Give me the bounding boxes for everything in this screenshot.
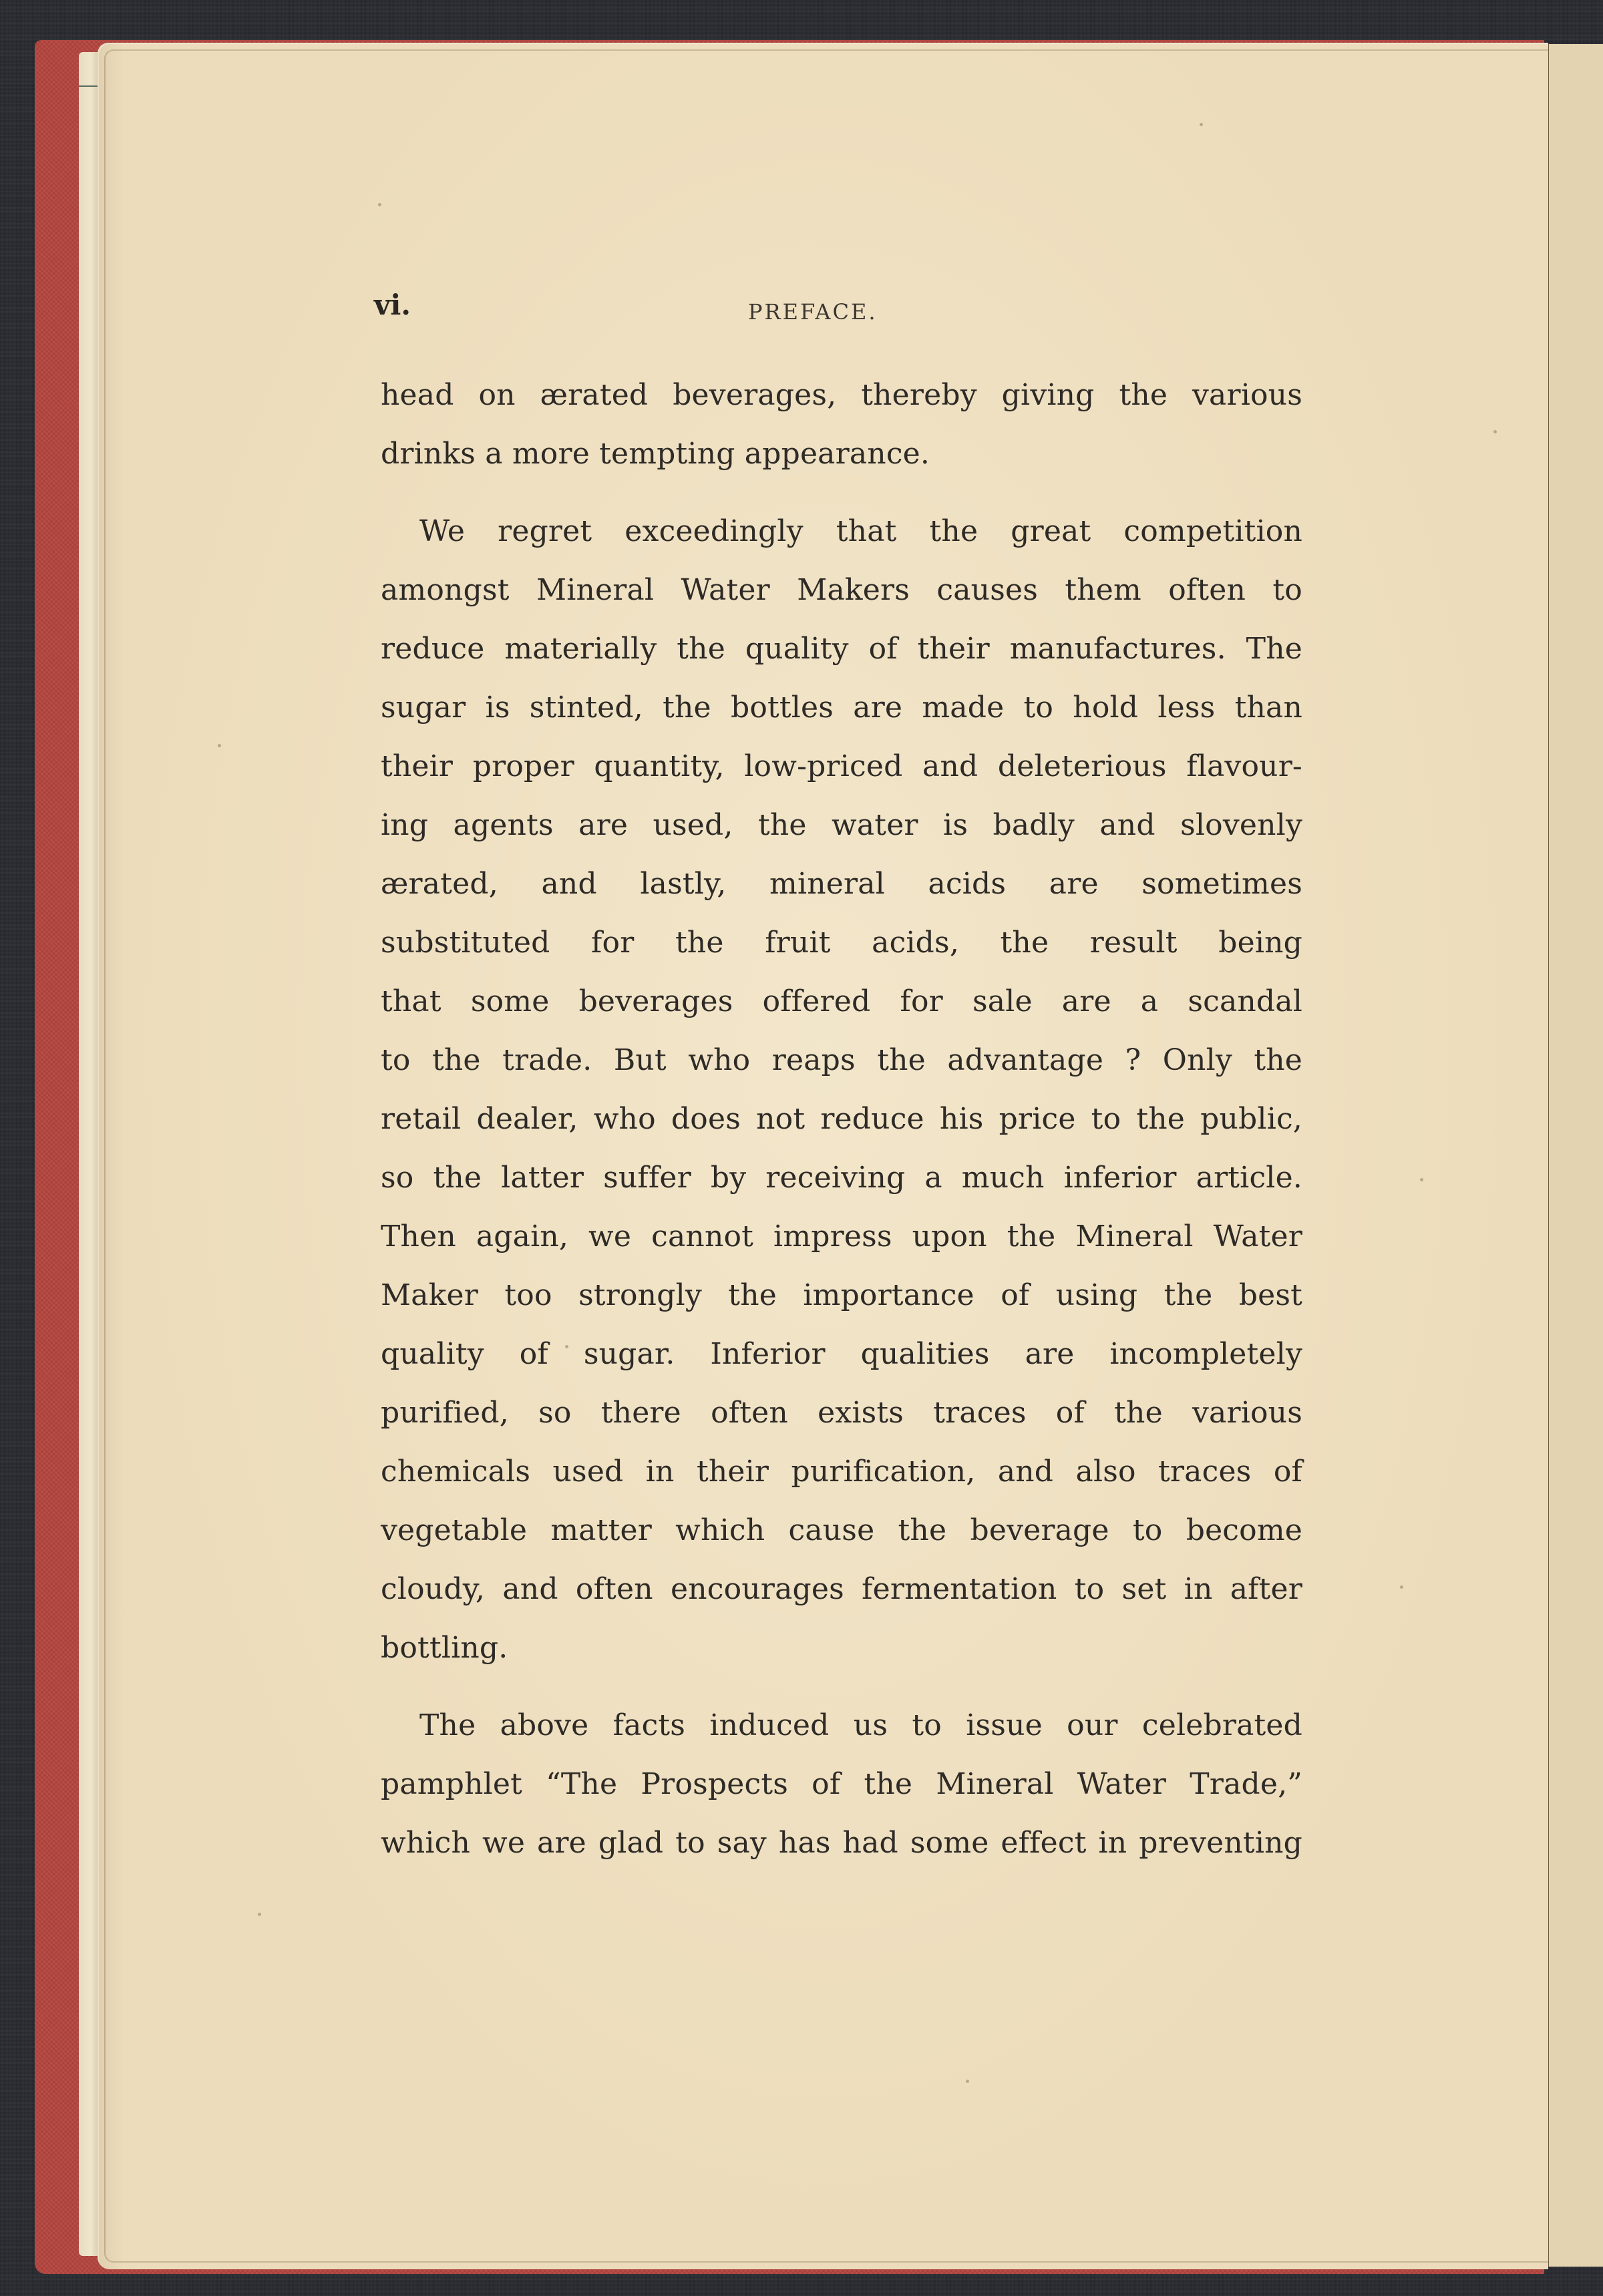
edge-mark [79, 85, 99, 87]
paper-speck [966, 2080, 969, 2083]
paragraph [381, 1696, 1302, 1873]
paper-speck [218, 744, 221, 747]
text-line: their proper quantity, low-priced and deleterious flavour- [381, 749, 1302, 783]
text-line: vegetable matter which cause the beverage to become [381, 1513, 1302, 1547]
text-line: ærated, and lastly, mineral acids are sometimes [381, 867, 1302, 901]
text-line: head on ærated beverages, thereby giving the various [381, 378, 1302, 412]
text-line: retail dealer, who does not reduce his price to the public, [381, 1102, 1302, 1136]
text-line: which we are glad to say has had some effect in preventing [381, 1826, 1302, 1860]
text-line: chemicals used in their purification, and also traces of [381, 1455, 1302, 1489]
text-line: drinks a more tempting appearance. [381, 437, 930, 471]
next-page-edge [1547, 44, 1603, 2267]
text-line: cloudy, and often encourages fermentation to set in after [381, 1572, 1302, 1606]
paper-speck [378, 203, 381, 206]
paragraph [381, 502, 1302, 1678]
paper-speck [1493, 430, 1497, 433]
text-line: sugar is stinted, the bottles are made to hold less than [381, 691, 1302, 725]
text-line: purified, so there often exists traces of the various [381, 1396, 1302, 1430]
text-line: to the trade. But who reaps the advantage ? Only the [381, 1043, 1302, 1077]
text-line: so the latter suffer by receiving a much inferior article. [381, 1161, 1302, 1195]
text-line: The above facts induced us to issue our celebrated [419, 1708, 1302, 1742]
running-head: PREFACE. [748, 299, 878, 325]
body-text [381, 366, 1302, 1891]
text-line: bottling. [381, 1631, 508, 1665]
paper-speck [1420, 1178, 1423, 1181]
paper-speck [1200, 123, 1203, 126]
text-line: Then again, we cannot impress upon the Mineral Water [381, 1219, 1302, 1254]
page-stack-edge [79, 52, 99, 2256]
paragraph [381, 366, 1302, 484]
page-header [374, 280, 1309, 334]
text-line: amongst Mineral Water Makers causes them often to [381, 573, 1302, 607]
text-line: Maker too strongly the importance of using the best [381, 1278, 1302, 1312]
text-line: quality of sugar. Inferior qualities are incompletely [381, 1337, 1302, 1371]
text-line: ing agents are used, the water is badly and slovenly [381, 808, 1302, 842]
text-line: reduce materially the quality of their manufactures. The [381, 632, 1302, 666]
text-line: substituted for the fruit acids, the result being [381, 926, 1302, 960]
text-line: pamphlet “The Prospects of the Mineral Water Trade,” [381, 1767, 1302, 1801]
paper-speck [258, 1913, 261, 1916]
text-line: that some beverages offered for sale are a scandal [381, 984, 1302, 1018]
page-number: vi. [374, 289, 411, 321]
text-line: We regret exceedingly that the great competition [419, 514, 1302, 548]
paper-speck [1400, 1585, 1403, 1589]
